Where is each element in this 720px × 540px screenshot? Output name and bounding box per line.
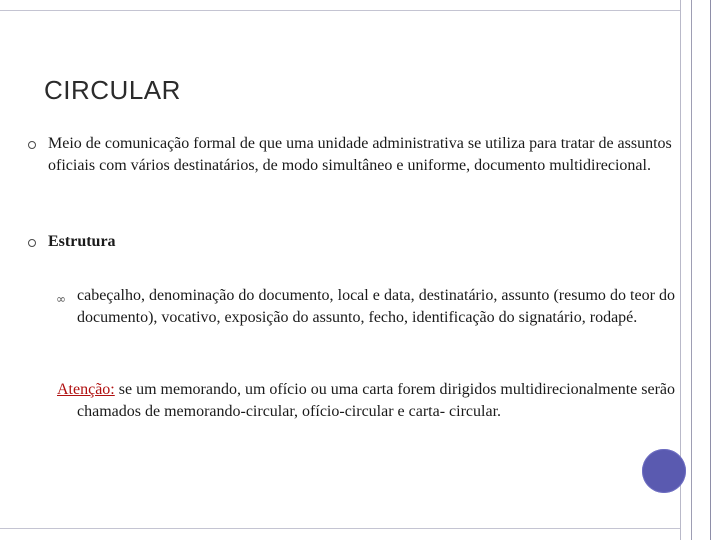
border-line-top — [0, 10, 680, 11]
structure-label: Estrutura — [48, 233, 116, 250]
circle-bullet-icon — [28, 141, 36, 149]
sub-bullet-structure-items: cabeçalho, denominação do documento, local e data, destinatário, assunto (resumo do teor do documento), vocativo, exposição do assunto, fecho, identificação do signatário, rodapé. — [77, 287, 675, 326]
bullet-definition: Meio de comunicação formal de que uma unidade administrativa se utiliza para tratar de assuntos oficiais com vários destinatários, de modo simultâneo e uniforme, documento multidirecional. — [48, 135, 672, 174]
circle-bullet-icon — [28, 239, 36, 247]
sub-bullet-icon: ∞ — [56, 292, 66, 306]
attention-label: Atenção: — [57, 381, 115, 398]
bullet-structure-heading — [48, 231, 116, 253]
decorative-circle-icon — [642, 449, 686, 493]
slide-title: CIRCULAR — [44, 75, 181, 105]
attention-text: se um memorando, um ofício ou uma carta forem dirigidos multidirecionalmente serão chamados de memorando-circular, ofício-circular e carta- circular. — [77, 381, 676, 420]
attention-paragraph — [57, 379, 697, 423]
border-line-right-3 — [710, 0, 711, 540]
border-line-bottom — [0, 528, 680, 529]
border-line-right-2 — [691, 0, 692, 540]
